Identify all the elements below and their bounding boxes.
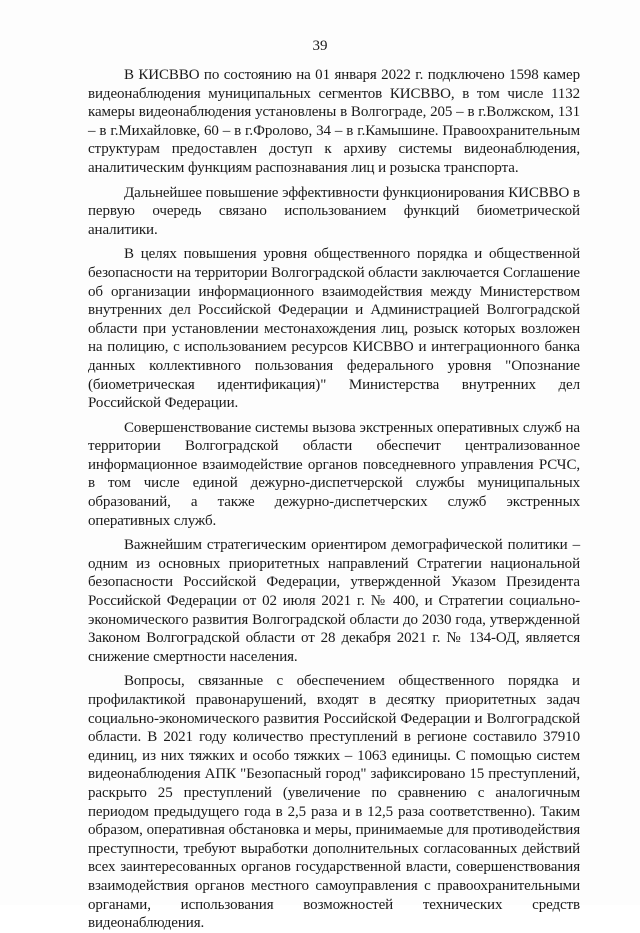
- paragraph-demography: Важнейшим стратегическим ориентиром демографической политики – одним из основных приоритетных направлений Стратегии национальной безопасности Российской Федерации, утвержденной Указом Президента Российской Федерации от 02 июля 2021 г. № 400, и Стратегии социально-экономического развития Волгоградской области до 2030 года, утвержденной Законом Волгоградской области от 28 декабря 2021 г. № 134-ОД, является снижение смертности населения.: [88, 537, 580, 665]
- paragraph-cameras: В КИСВВО по состоянию на 01 января 2022 г. подключено 1598 камер видеонаблюдения муниципальных сегментов КИСВВО, в том числе 1132 камеры видеонаблюдения установлены в Волгограде, 205 – в г.Волжском, 131 – в г.Михайловке, 60 – в г.Фролово, 34 – в г.Камышине. Правоохранительным структурам предоставлен доступ к архиву системы видеонаблюдения, аналитическим функциям распознавания лиц и розыска транспорта.: [88, 67, 580, 176]
- paragraph-agreement: В целях повышения уровня общественного порядка и общественной безопасности на территории Волгоградской области заключается Соглашение об организации информационного взаимодействия между Министерством внутренних дел Российской Федерации и Администрацией Волгоградской области при установлении местонахождения лиц, розыск которых возложен на полицию, с использованием ресурсов КИСВВО и интеграционного банка данных коллективного пользования федерального уровня "Опознание (биометрическая идентификация)" Министерства внутренних дел Российской Федерации.: [88, 246, 580, 412]
- page-number: 39: [312, 38, 328, 54]
- paragraph-biometric: Дальнейшее повышение эффективности функционирования КИСВВО в первую очередь связано использованием функций биометрической аналитики.: [88, 184, 580, 238]
- document-body: [88, 66, 580, 933]
- paragraph-emergency: Совершенствование системы вызова экстренных оперативных служб на территории Волгоградской области обеспечит централизованное информационное взаимодействие органов повседневного управления РСЧС, в том числе единой дежурно-диспетчерской службы муниципальных образований, а также дежурно-диспетчерских служб экстренных оперативных служб.: [88, 419, 580, 529]
- paragraph-crime: Вопросы, связанные с обеспечением общественного порядка и профилактикой правонарушений, входят в десятку приоритетных задач социально-экономического развития Российской Федерации и Волгоградской области. В 2021 году количество преступлений в регионе составило 37910 единиц, из них тяжких и особо тяжких – 1063 единицы. С помощью систем видеонаблюдения АПК "Безопасный город" зафиксировано 15 преступлений, раскрыто 25 преступлений (увеличение по сравнению с аналогичным периодом предыдущего года в 2,5 раза и в 12,5 раза соответственно). Таким образом, оперативная обстановка и меры, принимаемые для противодействия преступности, требуют выработки дополнительных согласованных действий всех заинтересованных органов государственной власти, совершенствования взаимодействия органов местного самоуправления с правоохранительными органами, использования возможностей технических средств видеонаблюдения.: [88, 673, 580, 932]
